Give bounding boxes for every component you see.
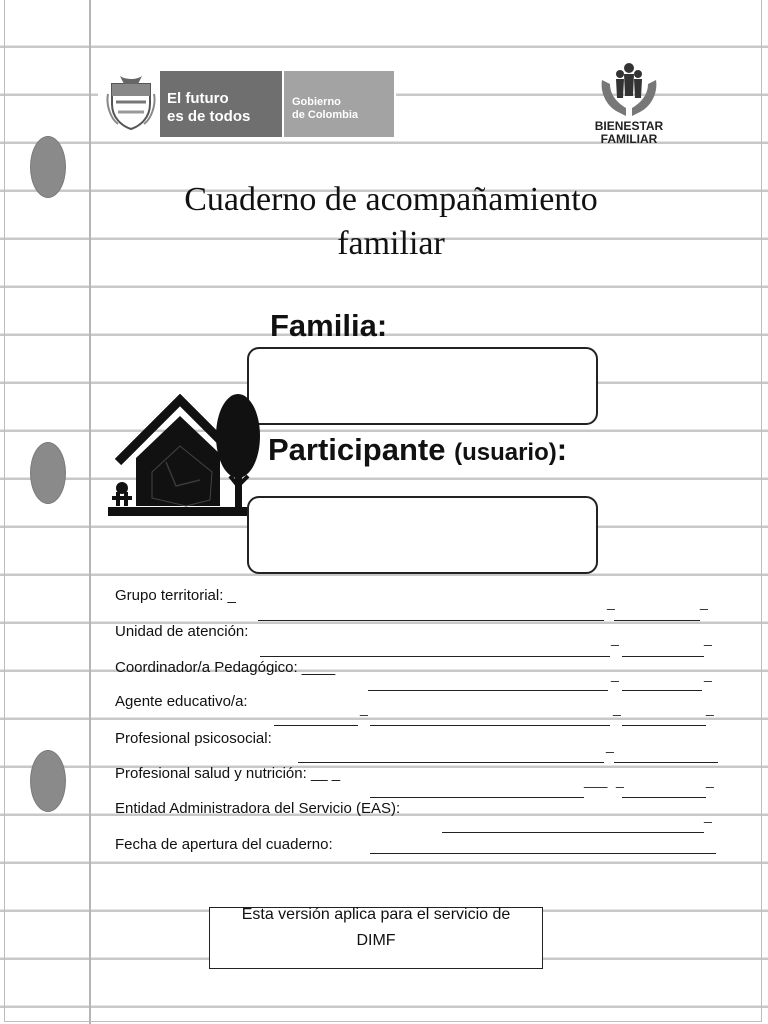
- family-hands-icon: [598, 62, 660, 118]
- profesional-psicosocial-line-2[interactable]: [614, 762, 718, 763]
- participante-colon: :: [556, 432, 568, 467]
- field-profesional-psicosocial: Profesional psicosocial:: [115, 730, 272, 747]
- entidad-eas-line[interactable]: [442, 832, 704, 833]
- dash-mark: _: [704, 666, 712, 682]
- field-entidad-eas: Entidad Administradora del Servicio (EAS):: [115, 800, 401, 817]
- title-line2: familiar: [337, 225, 445, 262]
- dash-mark: _: [706, 772, 714, 788]
- agente-educativo-line[interactable]: [274, 725, 358, 726]
- field-profesional-salud: Profesional salud y nutrición: __ _: [115, 765, 341, 782]
- dash-mark: _: [611, 666, 619, 682]
- dash-mark: _: [704, 807, 712, 823]
- dash-mark: _: [606, 737, 614, 753]
- dash-mark: _: [700, 594, 708, 610]
- coordinador-line[interactable]: [368, 690, 608, 691]
- field-agente-educativo: Agente educativo/a:: [115, 693, 248, 710]
- bienestar-familiar-logo: [590, 62, 668, 148]
- dash-mark: _: [706, 700, 714, 716]
- gov-logo-right-line1: Gobierno: [292, 96, 341, 108]
- dash-mark: ___: [584, 772, 608, 788]
- field-fecha-apertura: Fecha de apertura del cuaderno:: [115, 836, 333, 853]
- participante-word: Participante: [268, 432, 446, 467]
- page-title: [120, 178, 662, 266]
- gov-logo-line2: es de todos: [167, 108, 251, 125]
- dash-mark: _: [704, 630, 712, 646]
- dash-mark: _: [607, 594, 615, 610]
- agente-educativo-line-2[interactable]: [370, 725, 610, 726]
- dash-mark: _: [360, 700, 368, 716]
- grupo-territorial-line-2[interactable]: [614, 620, 700, 621]
- dash-mark: _: [616, 772, 624, 788]
- participante-suffix: (usuario): [454, 439, 557, 466]
- grupo-territorial-line[interactable]: [258, 620, 604, 621]
- gov-logo-line1: El futuro: [167, 90, 229, 107]
- binder-hole-top: [30, 136, 66, 198]
- version-note-line1: Esta versión aplica para el servicio de: [241, 906, 511, 923]
- unidad-atencion-line-2[interactable]: [622, 656, 704, 657]
- binder-hole-bottom: [30, 750, 66, 812]
- participante-label: [268, 432, 567, 468]
- field-coordinador: Coordinador/a Pedagógico: ____: [115, 659, 336, 676]
- house-tree-icon: [106, 394, 266, 520]
- coordinador-line-2[interactable]: [622, 690, 702, 691]
- familia-input-box[interactable]: [247, 347, 598, 425]
- colombia-seal-icon: [106, 74, 156, 130]
- unidad-atencion-line[interactable]: [260, 656, 610, 657]
- gobierno-logo: [98, 66, 396, 138]
- profesional-psicosocial-line[interactable]: [298, 762, 604, 763]
- gov-logo-light-panel: [284, 71, 394, 137]
- fecha-apertura-line[interactable]: [370, 853, 716, 854]
- version-note-line2: DIMF: [356, 932, 396, 949]
- margin-line: [89, 0, 91, 1024]
- binder-hole-middle: [30, 442, 66, 504]
- title-line1: Cuaderno de acompañamiento: [184, 181, 598, 218]
- bf-logo-line1: BIENESTAR: [594, 119, 664, 133]
- field-unidad-atencion: Unidad de atención:: [115, 623, 249, 640]
- participante-input-box[interactable]: [247, 496, 598, 574]
- agente-educativo-line-3[interactable]: [622, 725, 706, 726]
- version-note-box: [209, 907, 543, 969]
- field-grupo-territorial: Grupo territorial: _: [115, 587, 236, 604]
- dash-mark: _: [611, 630, 619, 646]
- dash-mark: _: [613, 700, 621, 716]
- gov-logo-dark-panel: [160, 71, 282, 137]
- bf-logo-line2: FAMILIAR: [600, 132, 658, 146]
- gov-logo-right-line2: de Colombia: [292, 109, 359, 121]
- profesional-salud-line-2[interactable]: [622, 797, 706, 798]
- familia-label: Familia:: [270, 308, 388, 343]
- profesional-salud-line[interactable]: [370, 797, 584, 798]
